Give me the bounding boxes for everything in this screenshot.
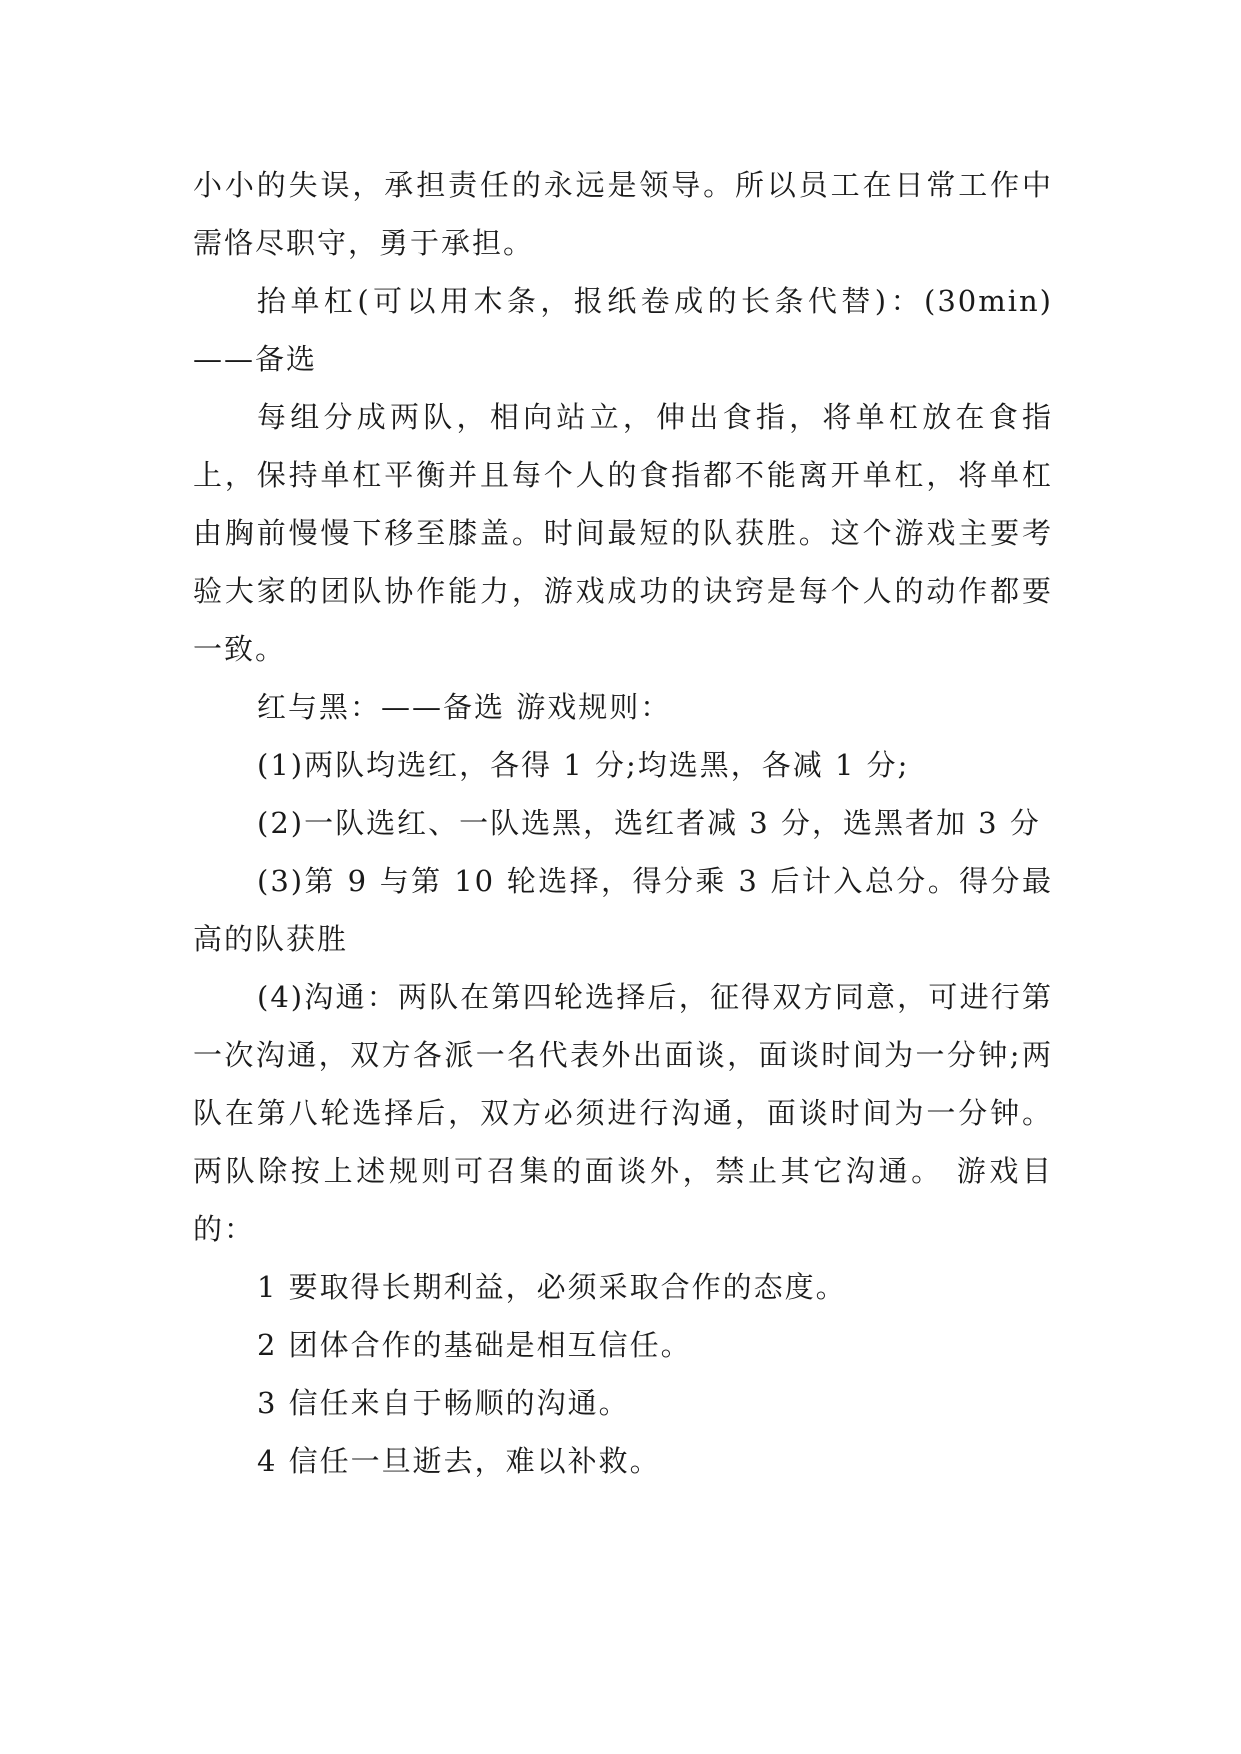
purpose-item: 4 信任一旦逝去，难以补救。 [257, 1444, 661, 1478]
purpose-item: 1 要取得长期利益，必须采取合作的态度。 [257, 1270, 847, 1304]
paragraph: 小小的失误，承担责任的永远是领导。所以员工在日常工作中需恪尽职守，勇于承担。 [193, 168, 1053, 260]
paragraph: 每组分成两队，相向站立，伸出食指，将单杠放在食指上，保持单杠平衡并且每个人的食指都不能离开单杠，将单杠由胸前慢慢下移至膝盖。时间最短的队获胜。这个游戏主要考验大家的团队协作能力，游戏成功的诀窍是每个人的动作都要一致。 [193, 400, 1053, 666]
paragraph-heading-red-black: 红与黑：——备选 游戏规则： [257, 690, 672, 724]
rule-item: (4)沟通：两队在第四轮选择后，征得双方同意，可进行第一次沟通，双方各派一名代表外出面谈，面谈时间为一分钟;两队在第八轮选择后，双方必须进行沟通，面谈时间为一分钟。两队除按上述规则可召集的面谈外，禁止其它沟通。 游戏目的： [193, 980, 1053, 1246]
document-body [193, 156, 1053, 1490]
rule-item: (3)第 9 与第 10 轮选择，得分乘 3 后计入总分。得分最高的队获胜 [193, 864, 1053, 956]
purpose-item: 3 信任来自于畅顺的沟通。 [257, 1386, 630, 1420]
rule-item: (2)一队选红、一队选黑，选红者减 3 分，选黑者加 3 分 [257, 806, 1041, 840]
purpose-item: 2 团体合作的基础是相互信任。 [257, 1328, 692, 1362]
rule-item: (1)两队均选红，各得 1 分;均选黑，各减 1 分; [257, 748, 910, 782]
paragraph-heading-lift-bar: 抬单杠(可以用木条，报纸卷成的长条代替)：(30min)——备选 [193, 284, 1053, 376]
